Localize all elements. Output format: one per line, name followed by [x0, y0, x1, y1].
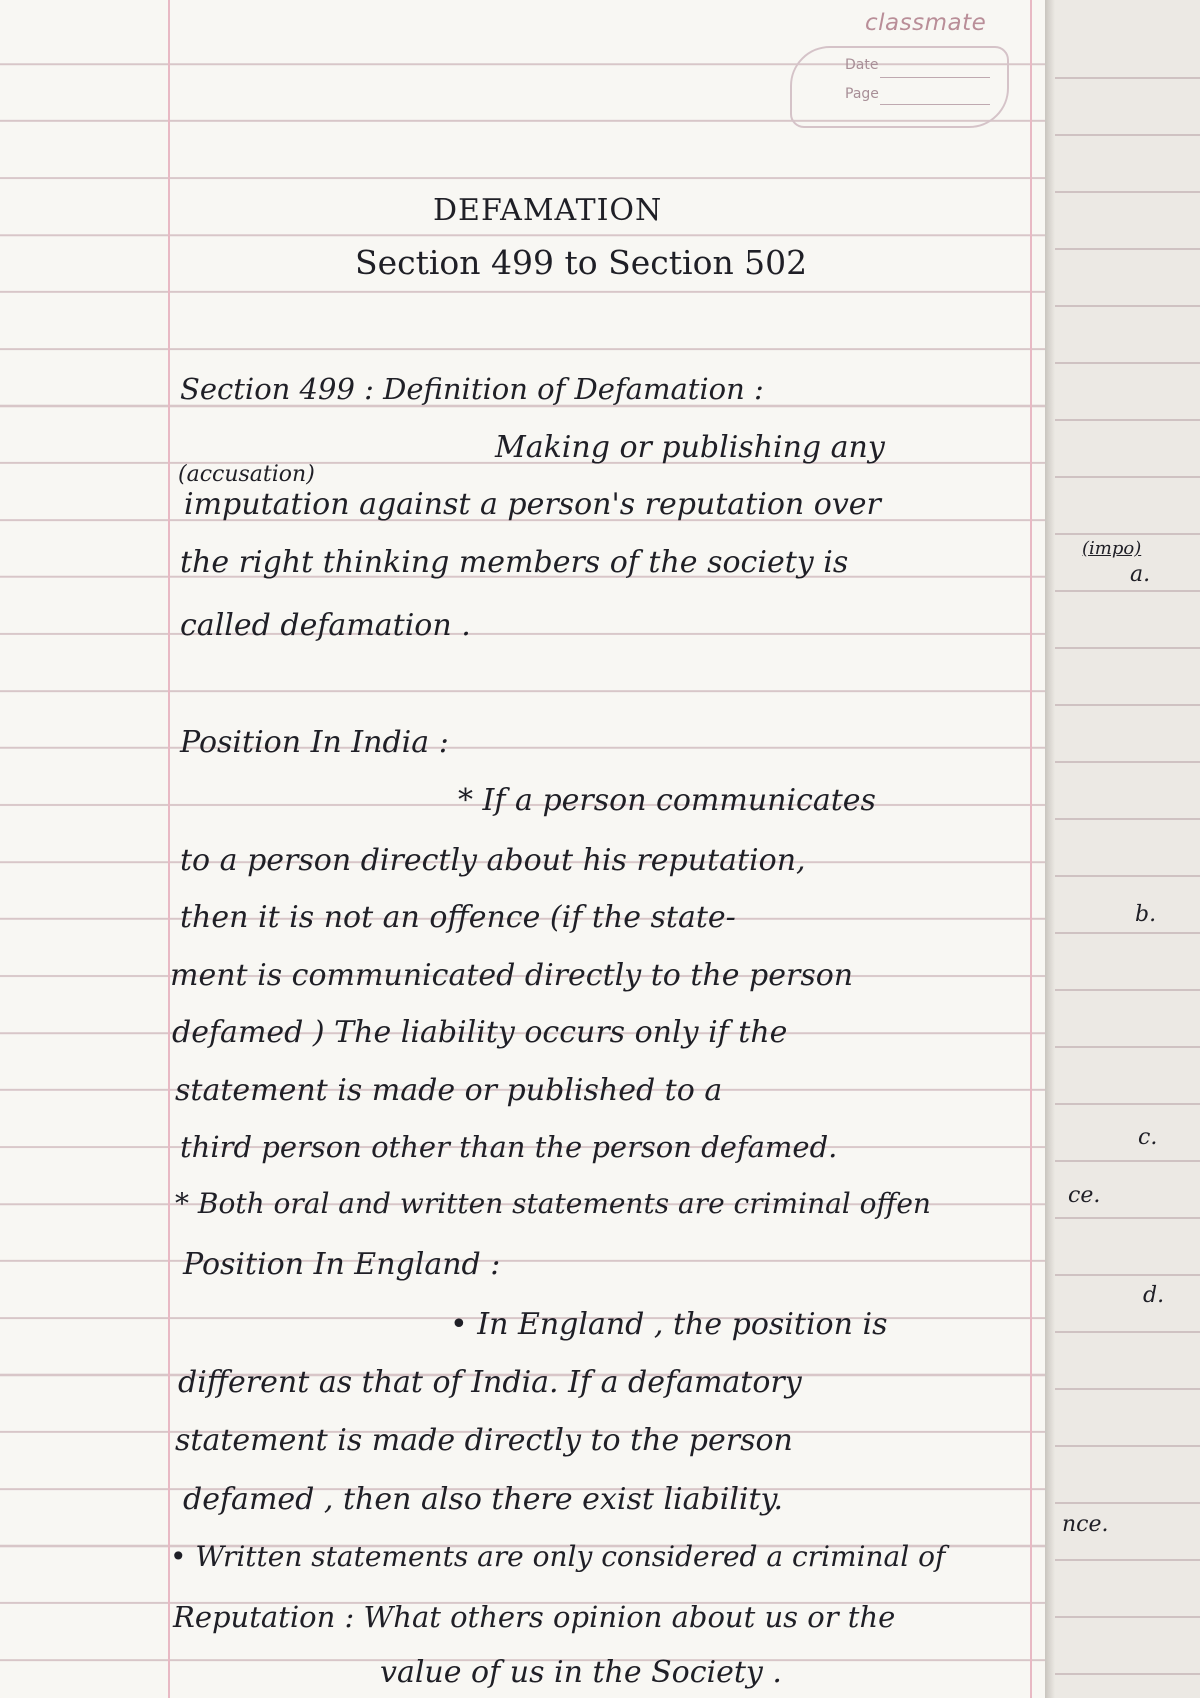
india-line-6: statement is made or published to a	[175, 1073, 723, 1108]
england-line-5: • Written statements are only considered a criminal of	[170, 1540, 946, 1573]
england-line-1: • In England , the position is	[450, 1307, 888, 1342]
right-margin-line	[1030, 0, 1032, 1698]
india-line-1: * If a person communicates	[458, 783, 876, 818]
india-line-3: then it is not an offence (if the state-	[180, 900, 736, 935]
definition-annotation: (accusation)	[178, 462, 315, 487]
page-line	[880, 104, 990, 105]
margin-note-d: d.	[1143, 1283, 1165, 1308]
definition-line-2: imputation against a person's reputation over	[184, 487, 881, 522]
margin-note-nce: nce.	[1062, 1512, 1109, 1537]
definition-line-1: Making or publishing any	[495, 430, 885, 465]
reputation-line-2: value of us in the Society .	[380, 1655, 782, 1690]
england-line-2: different as that of India. If a defamatory	[178, 1365, 802, 1400]
reputation-line-1: Reputation : What others opinion about us or the	[173, 1600, 896, 1634]
date-label: Date	[845, 57, 879, 73]
margin-note-impo: (impo)	[1082, 538, 1142, 559]
definition-line-4: called defamation .	[180, 608, 471, 643]
india-line-5: defamed ) The liability occurs only if the	[172, 1015, 788, 1050]
left-margin-line	[168, 0, 170, 1698]
page-label: Page	[845, 86, 879, 102]
page-title: DEFAMATION	[433, 193, 663, 228]
definition-heading: Section 499 : Definition of Defamation :	[180, 372, 764, 406]
india-line-4: ment is communicated directly to the person	[170, 958, 854, 993]
date-line	[880, 77, 990, 78]
margin-note-b: b.	[1135, 902, 1157, 927]
india-line-2: to a person directly about his reputation,	[180, 843, 806, 878]
india-line-7: third person other than the person defamed.	[180, 1130, 838, 1164]
margin-note-a: a.	[1130, 562, 1151, 587]
england-heading: Position In England :	[183, 1247, 501, 1282]
margin-note-c: c.	[1138, 1125, 1158, 1150]
date-page-box	[790, 46, 1009, 128]
page-subtitle: Section 499 to Section 502	[355, 243, 808, 282]
india-heading: Position In India :	[180, 725, 449, 760]
brand-logo: classmate	[865, 10, 987, 36]
definition-line-3: the right thinking members of the society is	[180, 545, 849, 580]
margin-note-ce: ce.	[1068, 1183, 1101, 1208]
facing-page	[1045, 0, 1200, 1698]
book-spine	[1045, 0, 1055, 1698]
england-line-3: statement is made directly to the person	[175, 1423, 793, 1458]
india-line-8: * Both oral and written statements are criminal offen	[175, 1187, 931, 1220]
england-line-4: defamed , then also there exist liability.	[183, 1482, 784, 1517]
